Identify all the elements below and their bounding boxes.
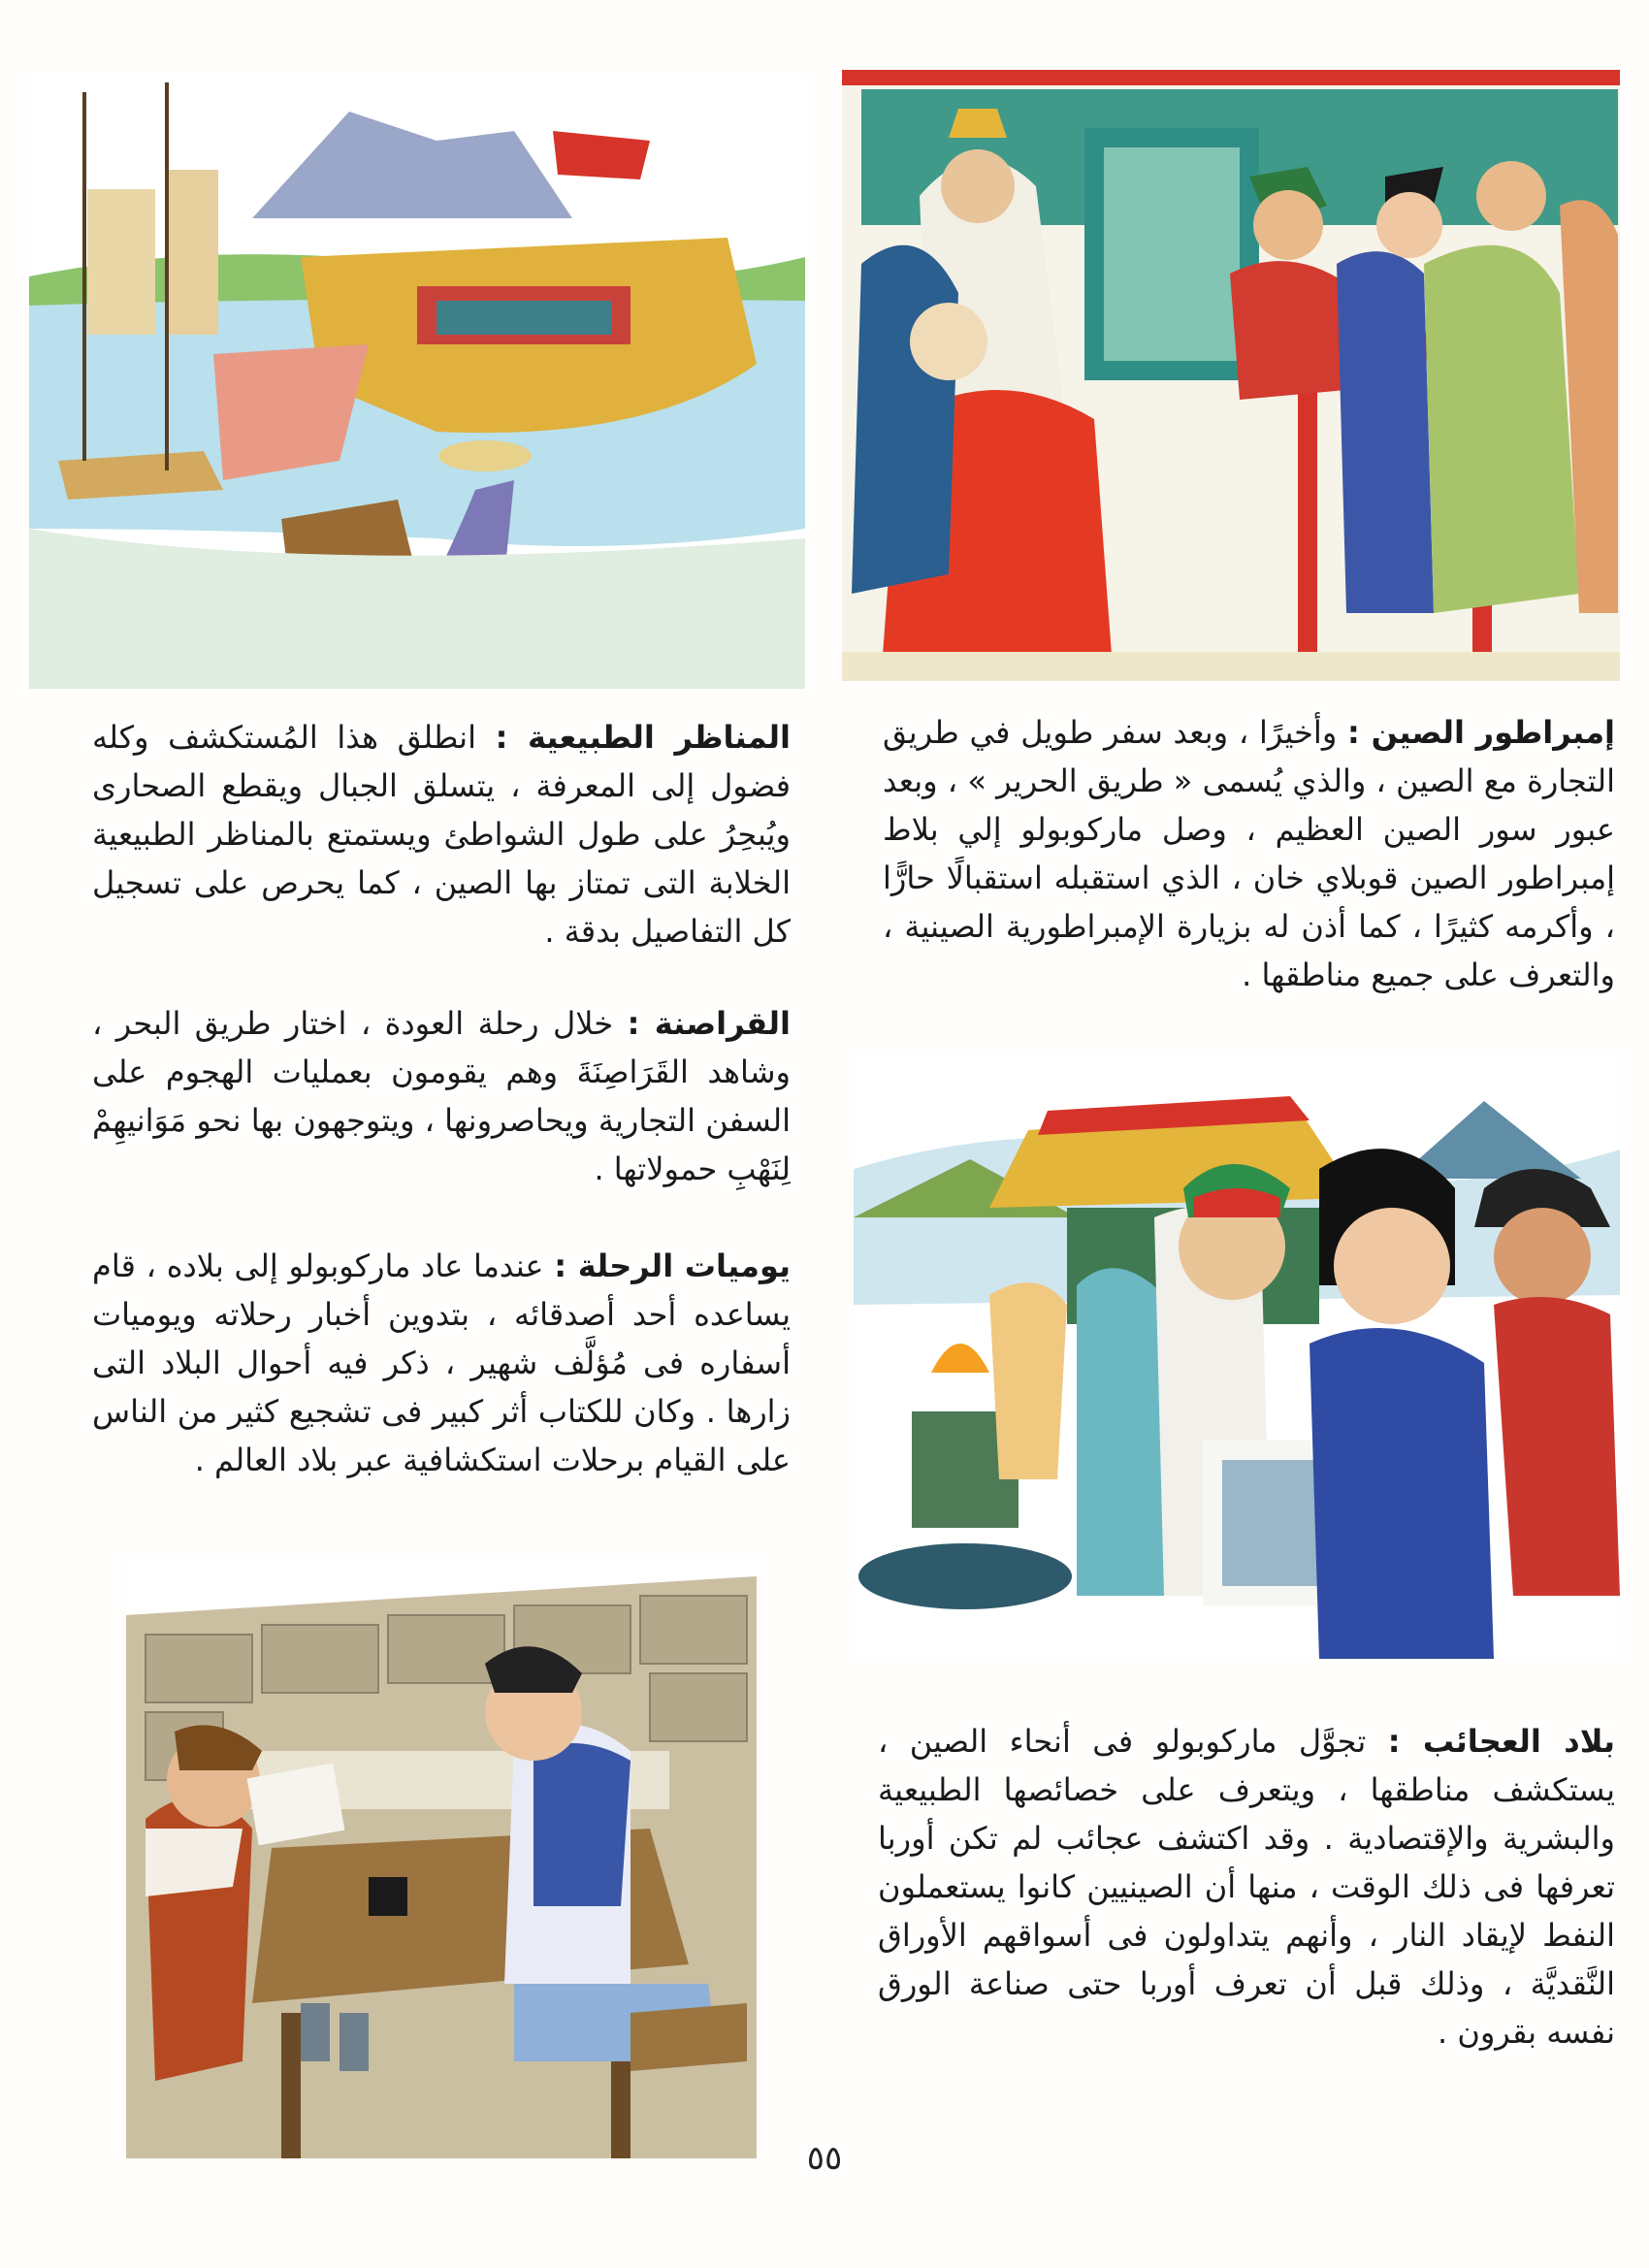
wonders-illustration bbox=[854, 1053, 1620, 1659]
landscapes-heading: المناظر الطبيعية : bbox=[495, 719, 792, 756]
page-number: ٥٥ bbox=[806, 2139, 843, 2178]
journal-writing-illustration bbox=[126, 1557, 757, 2158]
wonders-section bbox=[878, 1717, 1615, 2057]
harbor-ships-illustration bbox=[29, 73, 805, 689]
emperor-section bbox=[883, 708, 1615, 999]
wonders-body: تجوَّل ماركوبولو فى أنحاء الصين ، يستكشف مناطقها ، ويتعرف على خصائصها الطبيعية والبشرية والإقتصادية . وقد اكتشف عجائب لم تكن أوربا تعرفها فى ذلك الوقت ، منها أن الصينيين كانوا يستعملون النفط لإيقاد النار ، وأنهم يتداولون فى أسواقهم الأوراق النَّقديَّة ، وذلك قبل أن تعرف أوربا حتى صناعة الورق نفسه بقرون . bbox=[878, 1723, 1615, 2051]
emperor-body: وأخيرًا ، وبعد سفر طويل في طريق التجارة مع الصين ، والذي يُسمى « طريق الحرير » ، وبعد عبور سور الصين العظيم ، وصل ماركوبولو إلي بلاط إمبراطور الصين قوبلاي خان ، الذي استقبله استقبالًا حارًّا ، وأكرمه كثيرًا ، كما أذن له بزيارة الإمبراطورية الصينية ، والتعرف على جميع مناطقها . bbox=[883, 714, 1615, 993]
pirates-body: خلال رحلة العودة ، اختار طريق البحر ، وشاهد القَرَاصِنَةَ وهم يقومون بعمليات الهجوم على السفن التجارية ويحاصرونها ، ويتوجهون بها نحو مَوَانيهِمْ لِنَهْبِ حمولاتها . bbox=[92, 1005, 791, 1187]
emperor-heading: إمبراطور الصين : bbox=[1347, 714, 1616, 751]
landscapes-body: انطلق هذا المُستكشف وكله فضول إلى المعرفة ، يتسلق الجبال ويقطع الصحارى ويُبحِرُ على طول الشواطئ ويستمتع بالمناظر الطبيعية الخلابة التى تمتاز بها الصين ، كما يحرص على تسجيل كل التفاصيل بدقة . bbox=[92, 719, 791, 950]
emperor-court-illustration bbox=[842, 70, 1620, 681]
journal-body: عندما عاد ماركوبولو إلى بلاده ، قام يساعده أحد أصدقائه ، بتدوين أخبار رحلاته ويوميات أسفاره فى مُؤلَّف شهير ، ذكر فيه أحوال البلاد التى زارها . وكان للكتاب أثر كبير فى تشجيع كثير من الناس على القيام برحلات استكشافية عبر بلاد العالم . bbox=[92, 1247, 791, 1478]
pirates-heading: القراصنة : bbox=[627, 1005, 792, 1042]
landscapes-section bbox=[92, 713, 791, 956]
journal-section bbox=[92, 1242, 791, 1484]
wonders-heading: بلاد العجائب : bbox=[1387, 1723, 1616, 1760]
pirates-section bbox=[92, 999, 791, 1193]
journal-heading: يوميات الرحلة : bbox=[554, 1247, 792, 1284]
